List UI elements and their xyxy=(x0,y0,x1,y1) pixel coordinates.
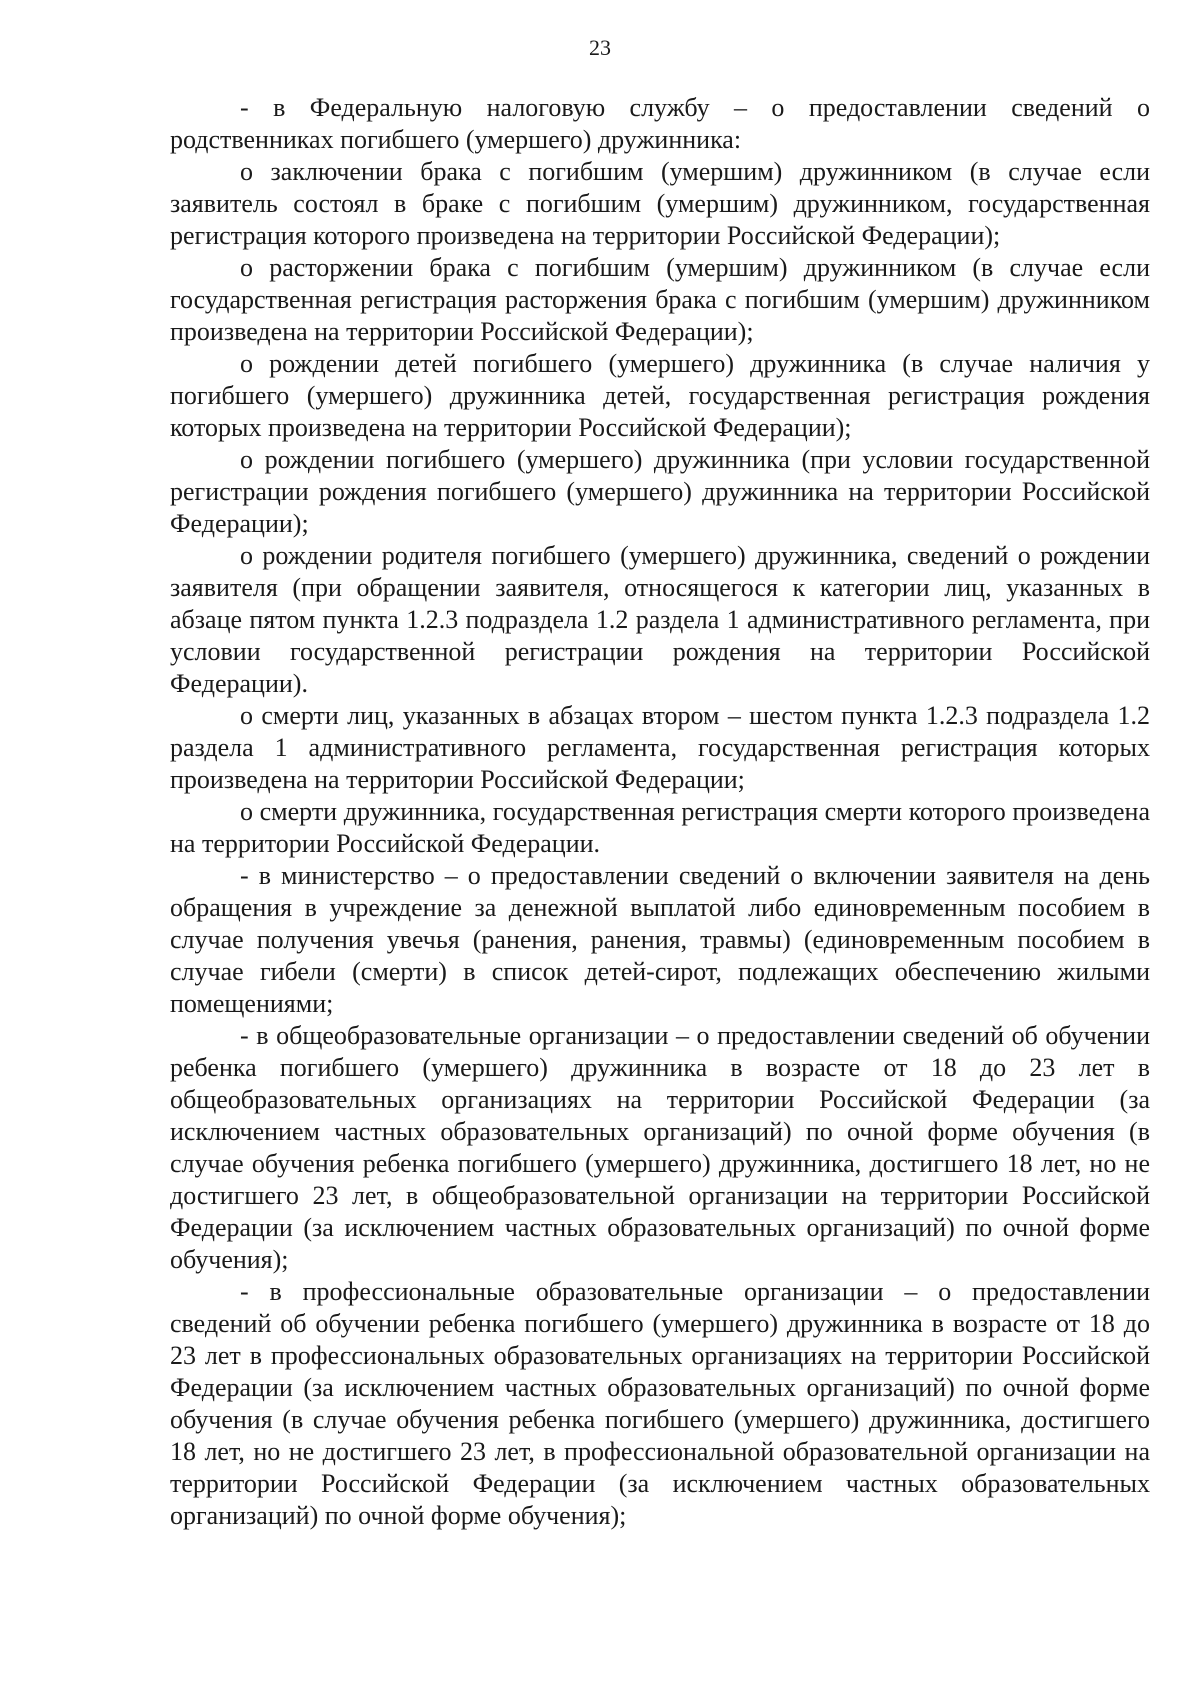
paragraph: о рождении детей погибшего (умершего) дружинника (в случае наличия у погибшего (умершего) дружинника детей, государственная регистрация рождения которых произведена на территории Российской Федерации); xyxy=(170,349,1150,442)
paragraph: - в общеобразовательные организации – о предоставлении сведений об обучении ребенка погибшего (умершего) дружинника в возрасте от 18 до 23 лет в общеобразовательных организациях на территории Российской Федерации (за исключением частных образовательных организаций) по очной форме обучения (в случае обучения ребенка погибшего (умершего) дружинника, достигшего 18 лет, но не достигшего 23 лет, в общеобразовательной организации на территории Российской Федерации (за исключением частных образовательных организаций) по очной форме обучения); xyxy=(170,1021,1150,1274)
document-body xyxy=(170,92,1150,1532)
paragraph: о смерти лиц, указанных в абзацах втором – шестом пункта 1.2.3 подраздела 1.2 раздела 1 административного регламента, государственная регистрация которых произведена на территории Российской Федерации; xyxy=(170,701,1150,794)
paragraph: о рождении родителя погибшего (умершего) дружинника, сведений о рождении заявителя (при обращении заявителя, относящегося к категории лиц, указанных в абзаце пятом пункта 1.2.3 подраздела 1.2 раздела 1 административного регламента, при условии государственной регистрации рождения на территории Российской Федерации). xyxy=(170,541,1150,698)
paragraph: о смерти дружинника, государственная регистрация смерти которого произведена на территории Российской Федерации. xyxy=(170,797,1150,858)
paragraph: - в Федеральную налоговую службу – о предоставлении сведений о родственниках погибшего (умершего) дружинника: xyxy=(170,93,1150,154)
paragraph: о рождении погибшего (умершего) дружинника (при условии государственной регистрации рождения погибшего (умершего) дружинника на территории Российской Федерации); xyxy=(170,445,1150,538)
paragraph: о заключении брака с погибшим (умершим) дружинником (в случае если заявитель состоял в браке с погибшим (умершим) дружинником, государственная регистрация которого произведена на территории Российской Федерации); xyxy=(170,157,1150,250)
paragraph: о расторжении брака с погибшим (умершим) дружинником (в случае если государственная регистрация расторжения брака с погибшим (умершим) дружинником произведена на территории Российской Федерации); xyxy=(170,253,1150,346)
paragraph: - в министерство – о предоставлении сведений о включении заявителя на день обращения в учреждение за денежной выплатой либо единовременным пособием в случае получения увечья (ранения, ранения, травмы) (единовременным пособием в случае гибели (смерти) в список детей-сирот, подлежащих обеспечению жилыми помещениями; xyxy=(170,861,1150,1018)
paragraph: - в профессиональные образовательные организации – о предоставлении сведений об обучении ребенка погибшего (умершего) дружинника в возрасте от 18 до 23 лет в профессиональных образовательных организациях на территории Российской Федерации (за исключением частных образовательных организаций) по очной форме обучения (в случае обучения ребенка погибшего (умершего) дружинника, достигшего 18 лет, но не достигшего 23 лет, в профессиональной образовательной организации на территории Российской Федерации (за исключением частных образовательных организаций) по очной форме обучения); xyxy=(170,1277,1150,1530)
page-number: 23 xyxy=(589,35,611,60)
